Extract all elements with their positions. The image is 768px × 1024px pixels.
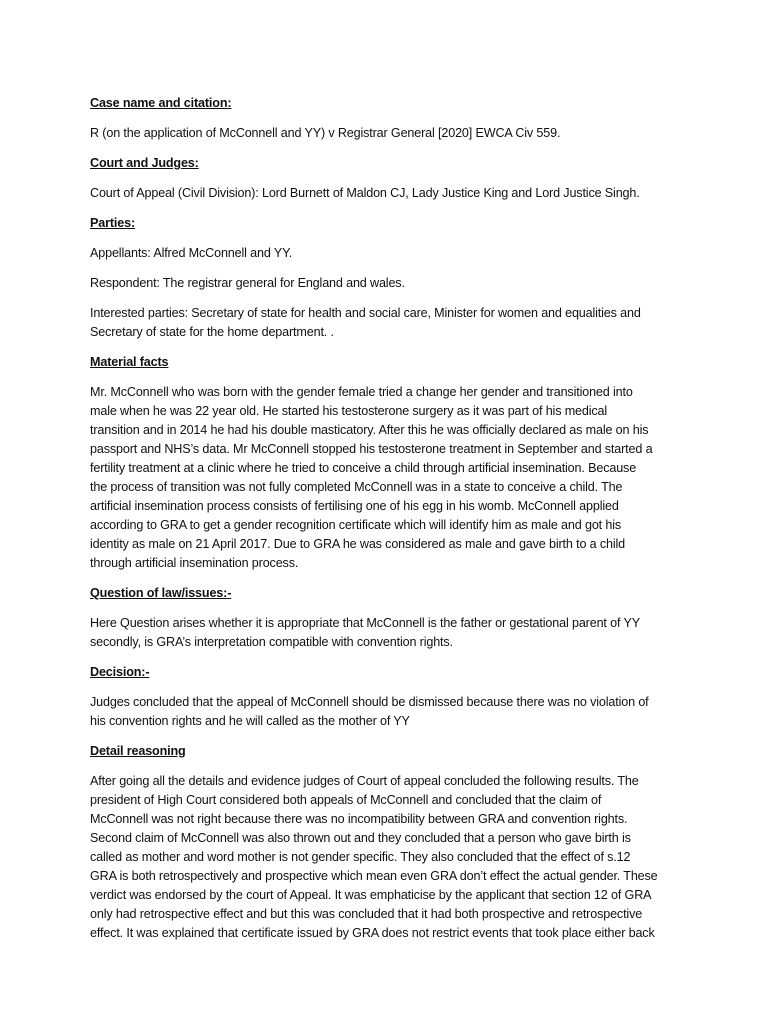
text-line: After going all the details and evidence judges of Court of appeal concluded the following results. The — [90, 774, 639, 788]
text-line: Appellants: Alfred McConnell and YY. — [90, 246, 293, 260]
section-heading: Court and Judges: — [90, 156, 199, 170]
text-line: Interested parties: Secretary of state for health and social care, Minister for women and equalities and — [90, 306, 641, 320]
paragraph — [90, 184, 686, 203]
paragraph — [90, 124, 686, 143]
paragraph — [90, 304, 686, 342]
section-heading: Parties: — [90, 216, 135, 230]
section-heading: Material facts — [90, 355, 169, 369]
section-heading: Case name and citation: — [90, 96, 232, 110]
text-line: artificial insemination process consists of fertilising one of his egg in his womb. McConnell applied — [90, 499, 619, 513]
text-line: called as mother and word mother is not gender specific. They also concluded that the effect of s.12 — [90, 850, 631, 864]
text-line: Respondent: The registrar general for England and wales. — [90, 276, 405, 290]
text-line: Secretary of state for the home department. . — [90, 325, 334, 339]
paragraph — [90, 383, 686, 573]
text-line: Second claim of McConnell was also thrown out and they concluded that a person who gave birth is — [90, 831, 631, 845]
text-line: GRA is both retrospectively and prospective which mean even GRA don’t effect the actual gender. These — [90, 869, 658, 883]
text-line: secondly, is GRA’s interpretation compatible with convention rights. — [90, 635, 453, 649]
text-line: his convention rights and he will called as the mother of YY — [90, 714, 410, 728]
text-line: passport and NHS’s data. Mr McConnell stopped his testosterone treatment in September and started a — [90, 442, 653, 456]
text-line: according to GRA to get a gender recognition certificate which will identify him as male and got his — [90, 518, 622, 532]
text-line: McConnell was not right because there was no incompatibility between GRA and convention rights. — [90, 812, 628, 826]
text-line: Here Question arises whether it is appropriate that McConnell is the father or gestational parent of YY — [90, 616, 640, 630]
text-line: Court of Appeal (Civil Division): Lord Burnett of Maldon CJ, Lady Justice King and Lord Justice Singh. — [90, 186, 640, 200]
text-line: male when he was 22 year old. He started his testosterone surgery as it was part of his medical — [90, 404, 608, 418]
text-line: only had retrospective effect and but this was concluded that it had both prospective and retrospective — [90, 907, 643, 921]
section-heading: Decision:- — [90, 665, 150, 679]
text-line: R (on the application of McConnell and YY) v Registrar General [2020] EWCA Civ 559. — [90, 126, 561, 140]
text-line: effect. It was explained that certificate issued by GRA does not restrict events that took place either back — [90, 926, 655, 940]
text-line: through artificial insemination process. — [90, 556, 299, 570]
text-line: fertility treatment at a clinic where he tried to conceive a child through artificial insemination. Because — [90, 461, 637, 475]
section-heading: Question of law/issues:- — [90, 586, 232, 600]
paragraph — [90, 274, 686, 293]
paragraph — [90, 693, 686, 731]
text-line: identity as male on 21 April 2017. Due to GRA he was considered as male and gave birth to a child — [90, 537, 625, 551]
text-line: Judges concluded that the appeal of McConnell should be dismissed because there was no violation of — [90, 695, 649, 709]
document-page — [90, 94, 686, 954]
text-line: the process of transition was not fully completed McConnell was in a state to conceive a child. The — [90, 480, 623, 494]
paragraph — [90, 244, 686, 263]
section-heading: Detail reasoning — [90, 744, 186, 758]
paragraph — [90, 772, 686, 943]
text-line: verdict was endorsed by the court of Appeal. It was emphaticise by the applicant that section 12 of GRA — [90, 888, 652, 902]
text-line: transition and in 2014 he had his double masticatory. After this he was officially declared as male on his — [90, 423, 649, 437]
text-line: Mr. McConnell who was born with the gender female tried a change her gender and transitioned into — [90, 385, 633, 399]
text-line: president of High Court considered both appeals of McConnell and concluded that the claim of — [90, 793, 602, 807]
paragraph — [90, 614, 686, 652]
